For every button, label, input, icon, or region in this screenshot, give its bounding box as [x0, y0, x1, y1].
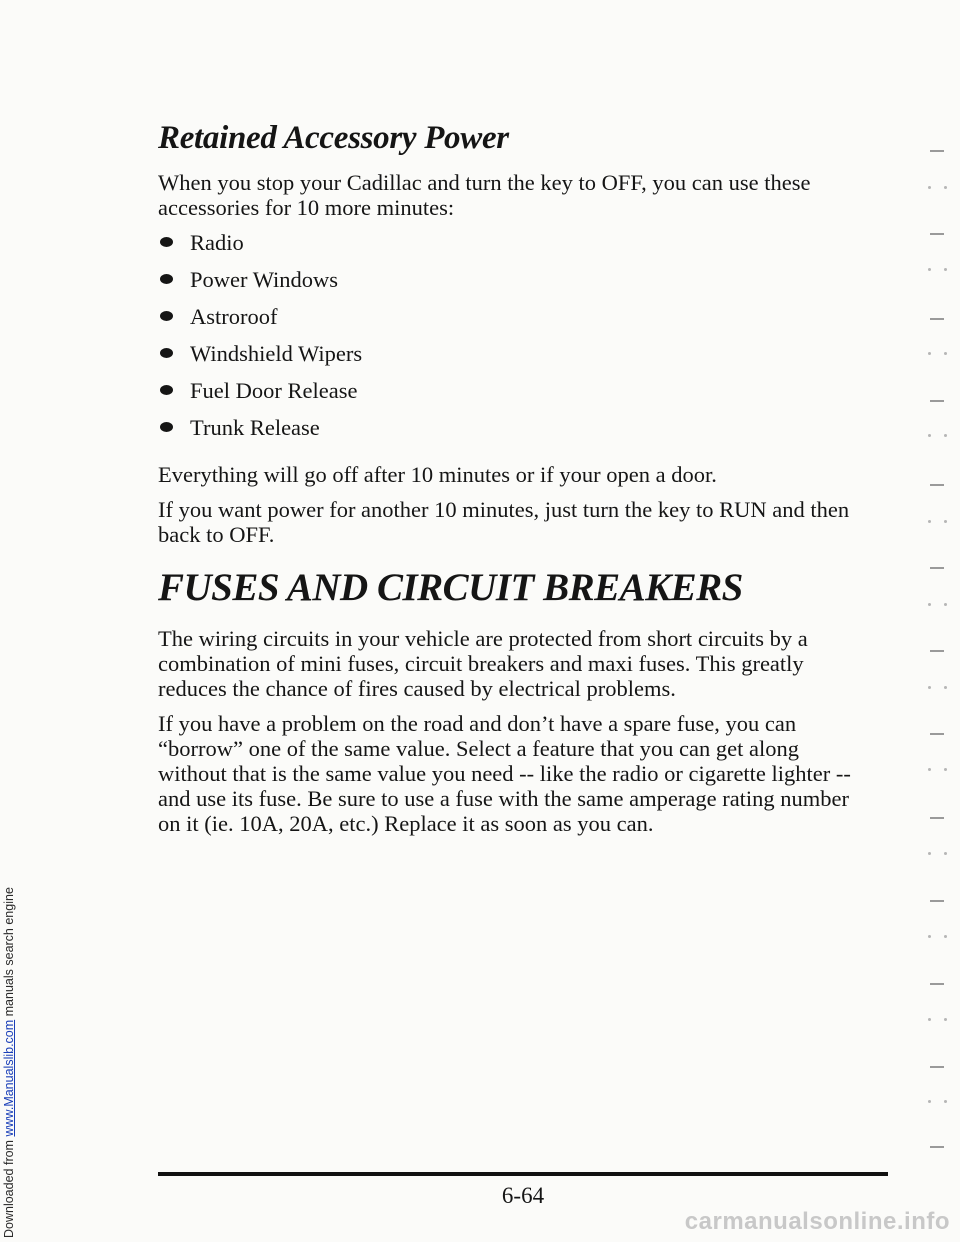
edge-mark: [930, 567, 944, 569]
download-notice-prefix: Downloaded from: [2, 1136, 16, 1238]
download-notice-suffix: manuals search engine: [2, 887, 16, 1020]
edge-mark: [930, 484, 944, 486]
extend-power-note: If you want power for another 10 minutes, just turn the key to RUN and then back to OFF.: [158, 497, 850, 548]
list-item-label: Trunk Release: [190, 415, 320, 441]
list-item: [158, 341, 870, 378]
retained-power-intro: When you stop your Cadillac and turn the key to OFF, you can use these accessories for 10 more minutes:: [158, 170, 811, 221]
edge-dot: [928, 603, 931, 606]
accessory-list: [158, 230, 870, 452]
edge-mark: [930, 817, 944, 819]
edge-dot: [944, 935, 947, 938]
edge-dot: [944, 520, 947, 523]
list-item: [158, 415, 870, 452]
retained-accessory-power-heading: Retained Accessory Power: [158, 120, 509, 156]
edge-dot: [944, 603, 947, 606]
list-item-label: Astroroof: [190, 304, 278, 330]
edge-dot: [944, 186, 947, 189]
list-item-label: Windshield Wipers: [190, 341, 363, 367]
fuses-intro: The wiring circuits in your vehicle are protected from short circuits by a combination of mini fuses, circuit breakers and maxi fuses. This greatly reduces the chance of fires caused by electrical problems.: [158, 626, 808, 702]
list-item-label: Power Windows: [190, 267, 339, 293]
list-item: [158, 230, 870, 267]
edge-dot: [944, 1100, 947, 1103]
edge-dot: [944, 852, 947, 855]
list-item: [158, 304, 870, 341]
edge-dot: [928, 768, 931, 771]
edge-mark: [930, 983, 944, 985]
bullet-icon: [160, 237, 173, 247]
edge-dot: [928, 1018, 931, 1021]
edge-mark: [930, 733, 944, 735]
site-watermark: carmanualsonline.info: [684, 1208, 950, 1235]
edge-dot: [928, 352, 931, 355]
edge-mark: [930, 900, 944, 902]
list-item: [158, 378, 870, 415]
bullet-icon: [160, 422, 173, 432]
edge-mark: [930, 400, 944, 402]
edge-dot: [944, 352, 947, 355]
edge-dot: [928, 434, 931, 437]
edge-dot: [944, 768, 947, 771]
edge-mark: [930, 650, 944, 652]
edge-dot: [944, 434, 947, 437]
list-item-label: Fuel Door Release: [190, 378, 358, 404]
edge-mark: [930, 233, 944, 235]
edge-dot: [944, 1018, 947, 1021]
bullet-icon: [160, 348, 173, 358]
list-item-label: Radio: [190, 230, 244, 256]
edge-mark: [930, 1146, 944, 1148]
page-number: 6-64: [501, 1183, 545, 1208]
bullet-icon: [160, 311, 173, 321]
borrow-fuse-note: If you have a problem on the road and don’t have a spare fuse, you can “borrow” one of the same value. Select a feature that you can get along without that is the same value you need -- like the radio or cigarette lighter -- and use its fuse. Be sure to use a fuse with the same amperage rating number on it (ie. 10A, 20A, etc.) Replace it as soon as you can.: [158, 711, 851, 837]
bullet-icon: [160, 385, 173, 395]
edge-dot: [944, 686, 947, 689]
manualslib-link[interactable]: www.Manualslib.com: [2, 1019, 16, 1137]
bullet-icon: [160, 274, 173, 284]
power-off-note: Everything will go off after 10 minutes or if your open a door.: [158, 462, 717, 488]
edge-dot: [928, 268, 931, 271]
fuses-heading: FUSES AND CIRCUIT BREAKERS: [158, 566, 743, 610]
edge-dot: [928, 1100, 931, 1103]
edge-dot: [928, 520, 931, 523]
footer-rule: [158, 1172, 888, 1176]
edge-mark: [930, 150, 944, 152]
edge-dot: [928, 935, 931, 938]
edge-mark: [930, 318, 944, 320]
edge-dot: [928, 852, 931, 855]
edge-dot: [928, 686, 931, 689]
edge-mark: [930, 1066, 944, 1068]
left-margin-strip: [0, 0, 56, 1242]
list-item: [158, 267, 870, 304]
edge-dot: [928, 186, 931, 189]
page-content: [158, 120, 870, 846]
edge-dot: [944, 268, 947, 271]
